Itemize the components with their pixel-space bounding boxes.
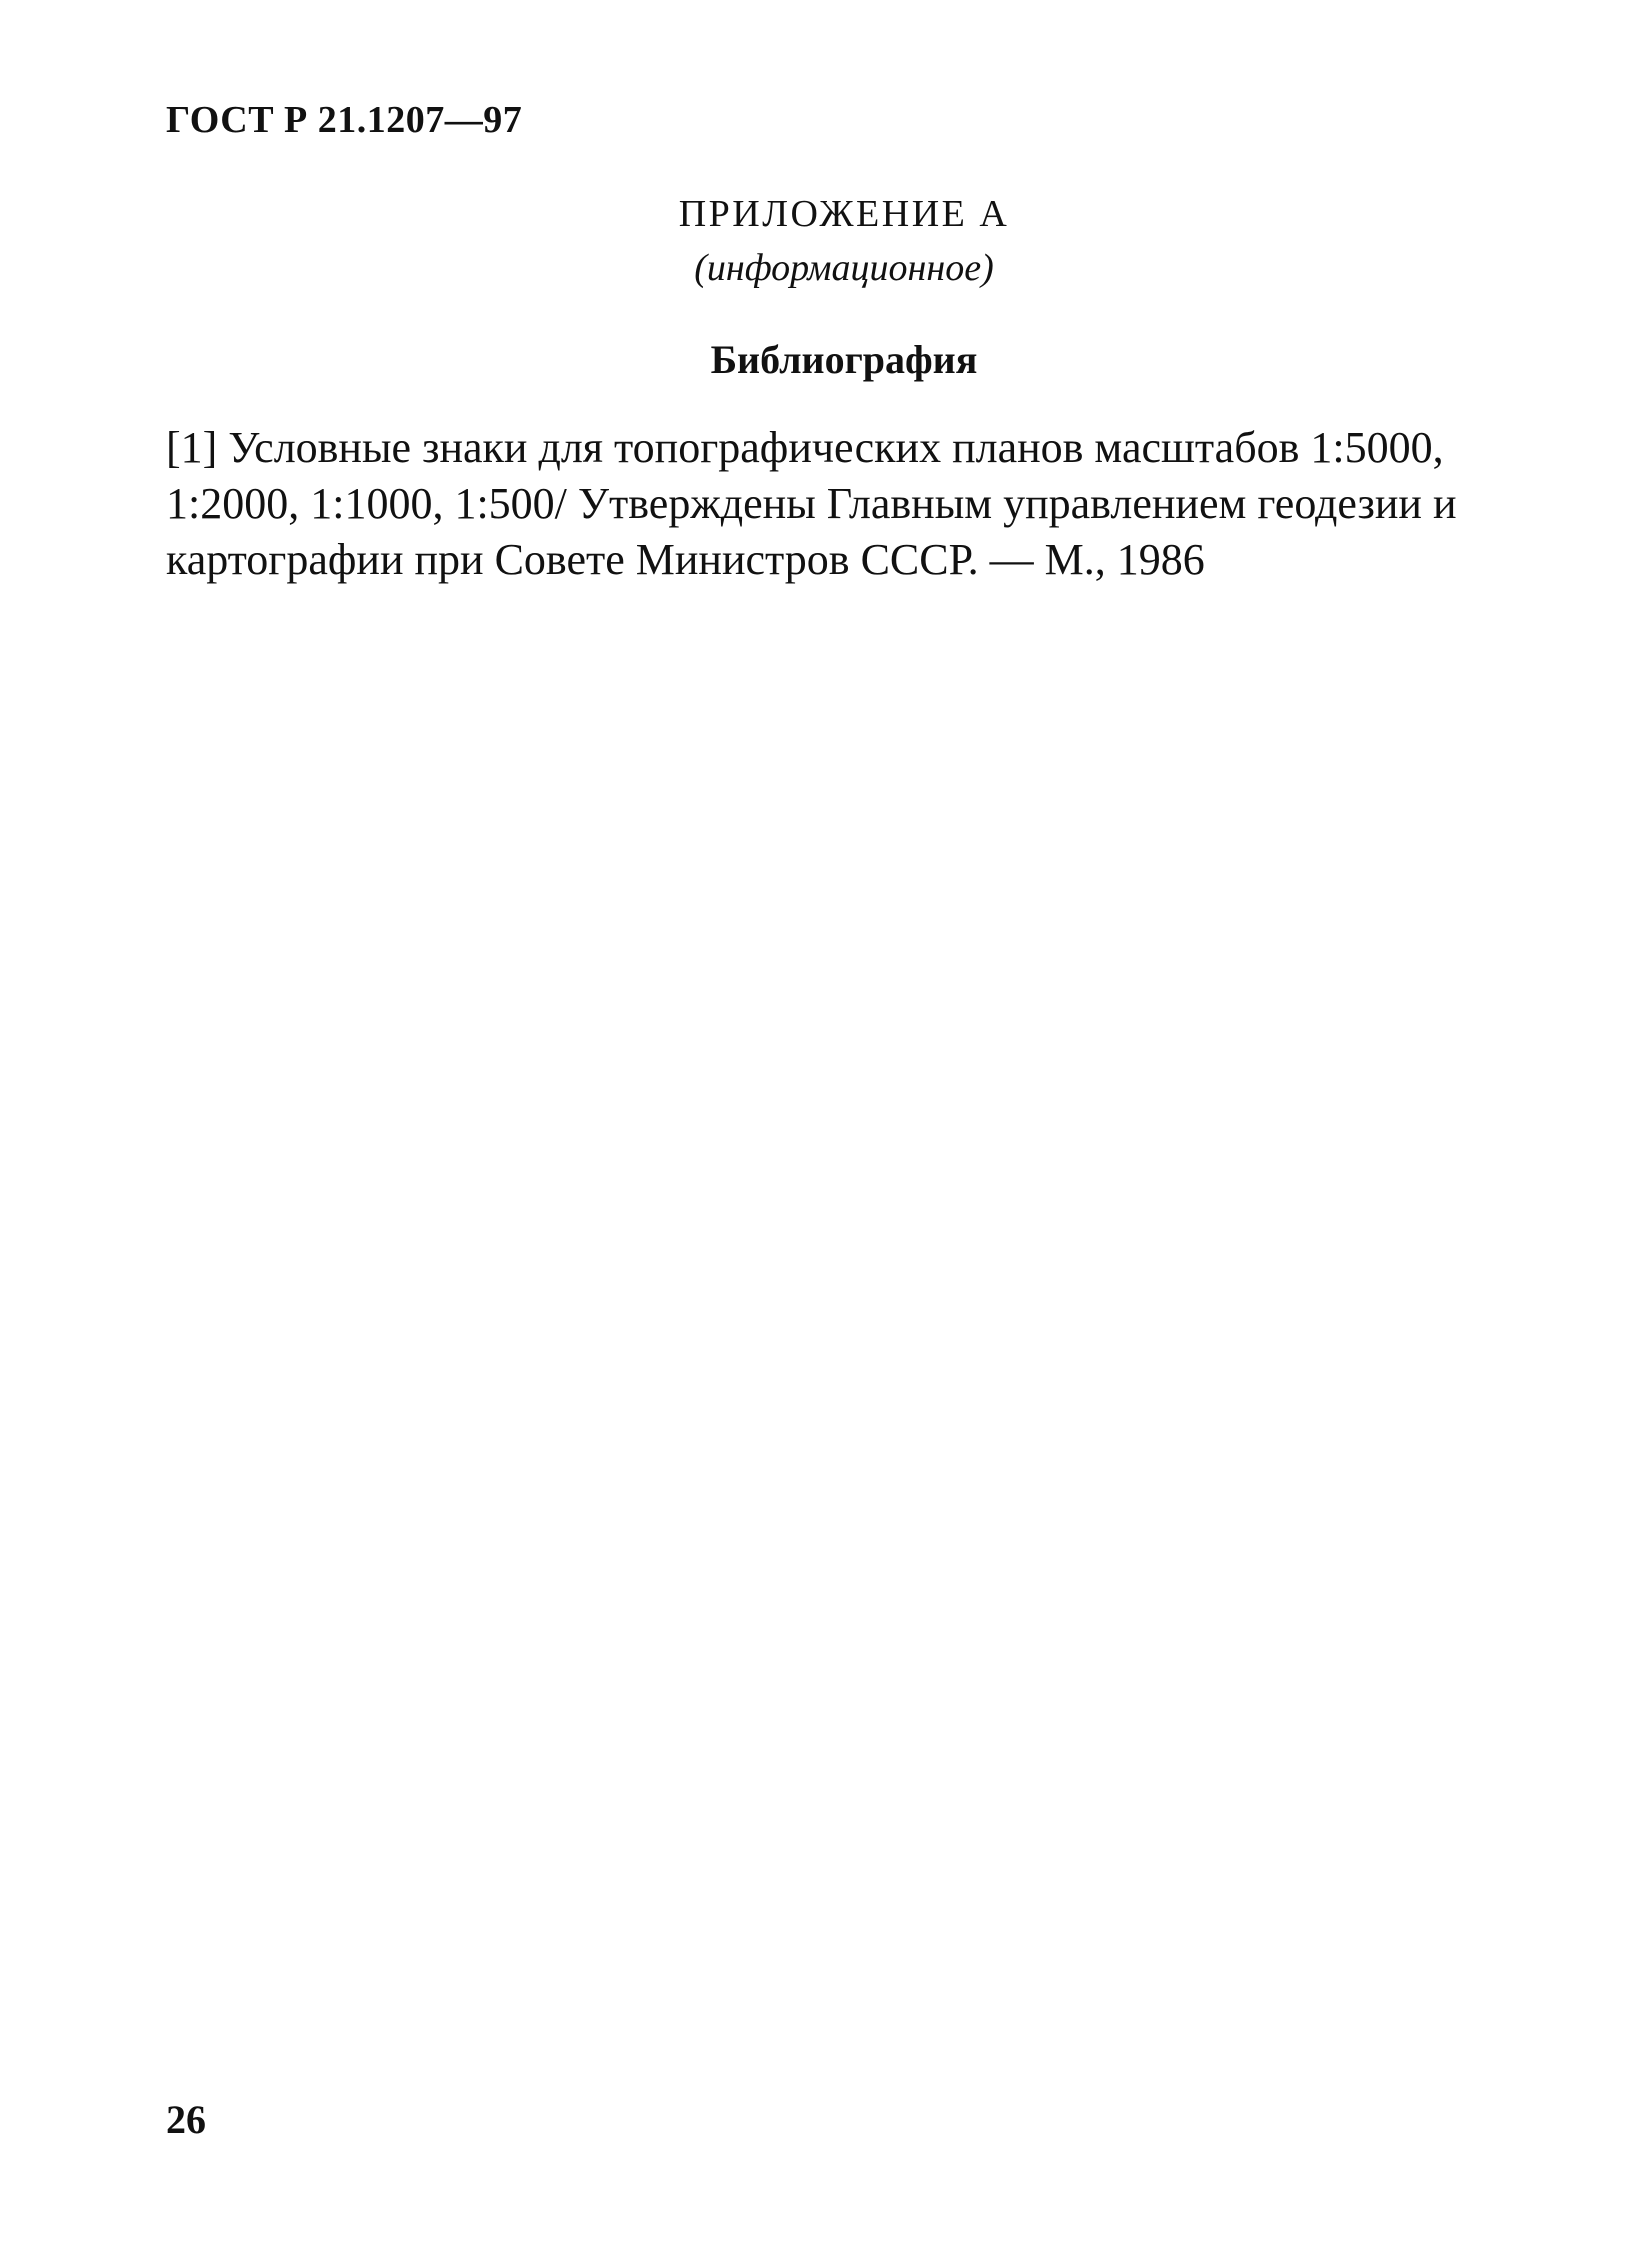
bibliography-list — [166, 420, 1540, 588]
bibliography-entry — [166, 420, 1540, 588]
appendix-status: (информационное) — [694, 247, 994, 289]
bibliography-line: [1] Условные знаки для топографических планов масштабов 1:5000, — [166, 423, 1444, 472]
appendix-label: ПРИЛОЖЕНИЕ А — [678, 193, 1010, 235]
page-number: 26 — [166, 2097, 206, 2142]
document-code: ГОСТ Р 21.1207—97 — [166, 99, 523, 141]
section-heading: Библиография — [710, 337, 978, 382]
bibliography-line: картографии при Совете Министров СССР. — М., 1986 — [166, 535, 1205, 584]
bibliography-line: 1:2000, 1:1000, 1:500/ Утверждены Главным управлением геодезии и — [166, 479, 1457, 528]
